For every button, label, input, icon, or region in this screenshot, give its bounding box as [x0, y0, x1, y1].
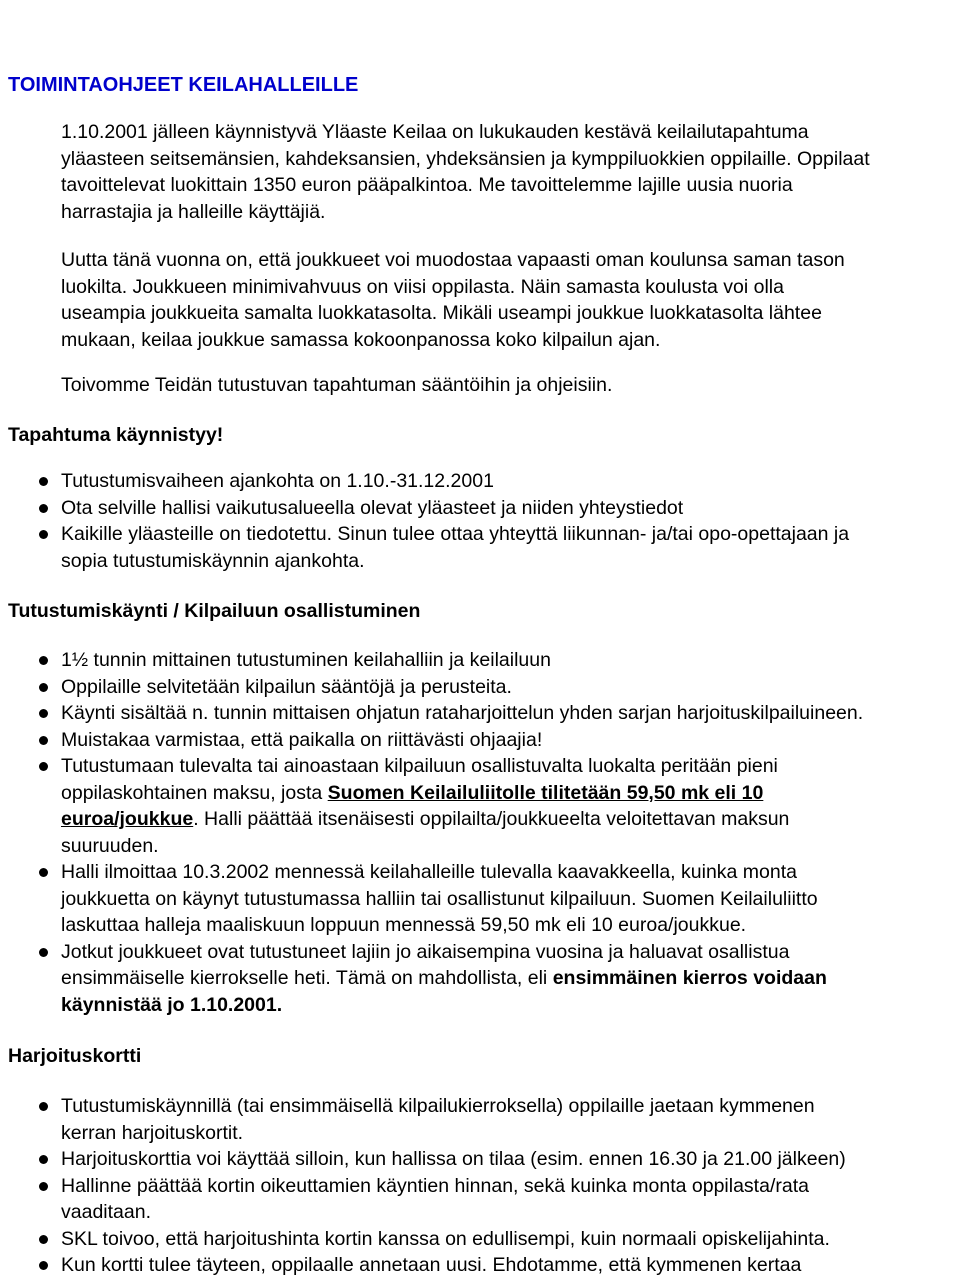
fee-emphasis: euroa/joukkue: [61, 808, 194, 830]
list-item: [0, 727, 960, 754]
bullet-icon: [39, 1182, 48, 1191]
paragraph-line: Uutta tänä vuonna on, että joukkueet voi muodostaa vapaasti oman koulunsa saman tason: [61, 249, 845, 271]
list-item-line: Tutustumisvaiheen ajankohta on 1.10.-31.12.2001: [61, 470, 494, 492]
first-round-emphasis: ensimmäinen kierros voidaan: [552, 967, 827, 989]
paragraph-line: tavoittelevat luokittain 1350 euron pääpalkintoa. Me tavoittelemme lajille uusia nuoria: [61, 174, 793, 196]
bullet-icon: [39, 1235, 48, 1244]
list-item-text: . Halli päättää itsenäisesti oppilailta/joukkueelta veloitettavan maksun: [193, 808, 790, 830]
document-title: TOIMINTAOHJEET KEILAHALLEILLE: [8, 74, 359, 96]
list-item: [0, 700, 960, 727]
list-item-line: Ota selville hallisi vaikutusalueella olevat yläasteet ja niiden yhteystiedot: [61, 496, 684, 519]
list-item-line: Jotkut joukkueet ovat tutustuneet lajiin jo aikaisempina vuosina ja haluavat osallistua: [61, 940, 790, 963]
list-item-line: [61, 806, 960, 833]
list-item: [0, 1093, 960, 1146]
visit-list: [0, 647, 960, 1018]
bullet-icon: [39, 504, 48, 513]
paragraph-line: yläasteen seitsemänsien, kahdeksansien, yhdeksänsien ja kymppiluokkien oppilaille. Oppilaat: [61, 147, 870, 170]
list-item: [0, 1226, 960, 1253]
bullet-icon: [39, 868, 48, 877]
list-item: [0, 521, 960, 574]
closing-paragraph: [61, 372, 960, 399]
list-item: [0, 674, 960, 701]
list-item-line: Hallinne päättää kortin oikeuttamien käyntien hinnan, sekä kuinka monta oppilasta/rata: [61, 1174, 809, 1197]
list-item-line: [61, 965, 960, 992]
list-item-text: ensimmäiselle kierrokselle heti. Tämä on mahdollista, eli: [61, 967, 553, 989]
list-item-line: [61, 780, 960, 807]
bullet-icon: [39, 683, 48, 692]
section-heading-start: Tapahtuma käynnistyy!: [8, 424, 224, 446]
practice-card-list: [0, 1093, 960, 1279]
paragraph-line: useampia joukkueita samalta luokkatasolta. Mikäli useampi joukkue luokkatasolta lähtee: [61, 302, 822, 324]
list-item: [0, 468, 960, 495]
list-item-line: Kun kortti tulee täyteen, oppilaalle annetaan uusi. Ehdotamme, että kymmenen kertaa: [61, 1254, 802, 1276]
news-paragraph: [61, 247, 960, 353]
bullet-icon: [39, 1155, 48, 1164]
list-item-first-round: [0, 939, 960, 1019]
paragraph-line: harrastajia ja halleille käyttäjiä.: [61, 200, 326, 223]
list-item-line: Muistakaa varmistaa, että paikalla on riittävästi ohjaajia!: [61, 728, 543, 751]
list-item-line: suuruuden.: [61, 834, 159, 857]
list-item: [0, 1173, 960, 1226]
list-item-line: Käynti sisältää n. tunnin mittaisen ohjatun rataharjoittelun yhden sarjan harjoituskilpailuineen.: [61, 702, 864, 724]
list-item-line: 1½ tunnin mittainen tutustuminen keilahalliin ja keilailuun: [61, 649, 551, 671]
bullet-icon: [39, 948, 48, 957]
list-item-line: Halli ilmoittaa 10.3.2002 mennessä keilahalleille tulevalla kaavakkeella, kuinka monta: [61, 861, 798, 883]
list-item-line: sopia tutustumiskäynnin ajankohta.: [61, 549, 365, 572]
list-item: [0, 647, 960, 674]
paragraph-line: Toivomme Teidän tutustuvan tapahtuman sääntöihin ja ohjeisiin.: [61, 374, 613, 396]
list-item-line: Tutustumiskäynnillä (tai ensimmäisellä kilpailukierroksella) oppilaille jaetaan kymmenen: [61, 1095, 815, 1117]
list-item-line: SKL toivoo, että harjoitushinta kortin kanssa on edullisempi, kuin normaali opiskelijahinta.: [61, 1227, 830, 1250]
bullet-icon: [39, 477, 48, 486]
list-item-line: Oppilaille selvitetään kilpailun sääntöjä ja perusteita.: [61, 675, 512, 698]
bullet-icon: [39, 1261, 48, 1270]
paragraph-line: luokilta. Joukkueen minimivahvuus on viisi oppilasta. Näin samasta koulusta voi olla: [61, 275, 784, 298]
first-round-emphasis: käynnistää jo 1.10.2001.: [61, 993, 283, 1016]
bullet-icon: [39, 709, 48, 718]
paragraph-line: 1.10.2001 jälleen käynnistyvä Yläaste Keilaa on lukukauden kestävä keilailutapahtuma: [61, 121, 809, 143]
list-item-line: vaaditaan.: [61, 1201, 151, 1223]
list-item-line: Tutustumaan tulevalta tai ainoastaan kilpailuun osallistuvalta luokalta peritään pieni: [61, 755, 778, 777]
paragraph-line: mukaan, keilaa joukkue samassa kokoonpanossa koko kilpailun ajan.: [61, 328, 661, 351]
bullet-icon: [39, 736, 48, 745]
list-item: [0, 859, 960, 939]
intro-paragraph: [61, 119, 960, 225]
start-list: [0, 468, 960, 574]
list-item: [0, 1146, 960, 1173]
bullet-icon: [39, 1102, 48, 1111]
list-item-text: oppilaskohtainen maksu, josta: [61, 781, 328, 804]
list-item-line: joukkuetta on käynyt tutustumassa halliin tai osallistunut kilpailuun. Suomen Keilailuliitto: [61, 887, 818, 910]
list-item-line: laskuttaa halleja maaliskuun loppuun mennessä 59,50 mk eli 10 euroa/joukkue.: [61, 914, 747, 936]
list-item-line: Kaikille yläasteille on tiedotettu. Sinun tulee ottaa yhteyttä liikunnan- ja/tai opo-opettajaan ja: [61, 523, 850, 545]
list-item-line: Harjoituskorttia voi käyttää silloin, kun hallissa on tilaa (esim. ennen 16.30 ja 21.00 jälkeen): [61, 1148, 846, 1170]
fee-emphasis: Suomen Keilailuliitolle tilitetään 59,50 mk eli 10: [327, 781, 764, 804]
bullet-icon: [39, 762, 48, 771]
list-item-fee: [0, 753, 960, 859]
bullet-icon: [39, 530, 48, 539]
section-heading-practice-card: Harjoituskortti: [8, 1045, 142, 1067]
list-item: [0, 495, 960, 522]
list-item: [0, 1252, 960, 1279]
list-item-line: kerran harjoituskortit.: [61, 1121, 244, 1144]
bullet-icon: [39, 656, 48, 665]
section-heading-visit: Tutustumiskäynti / Kilpailuun osallistuminen: [8, 600, 421, 622]
